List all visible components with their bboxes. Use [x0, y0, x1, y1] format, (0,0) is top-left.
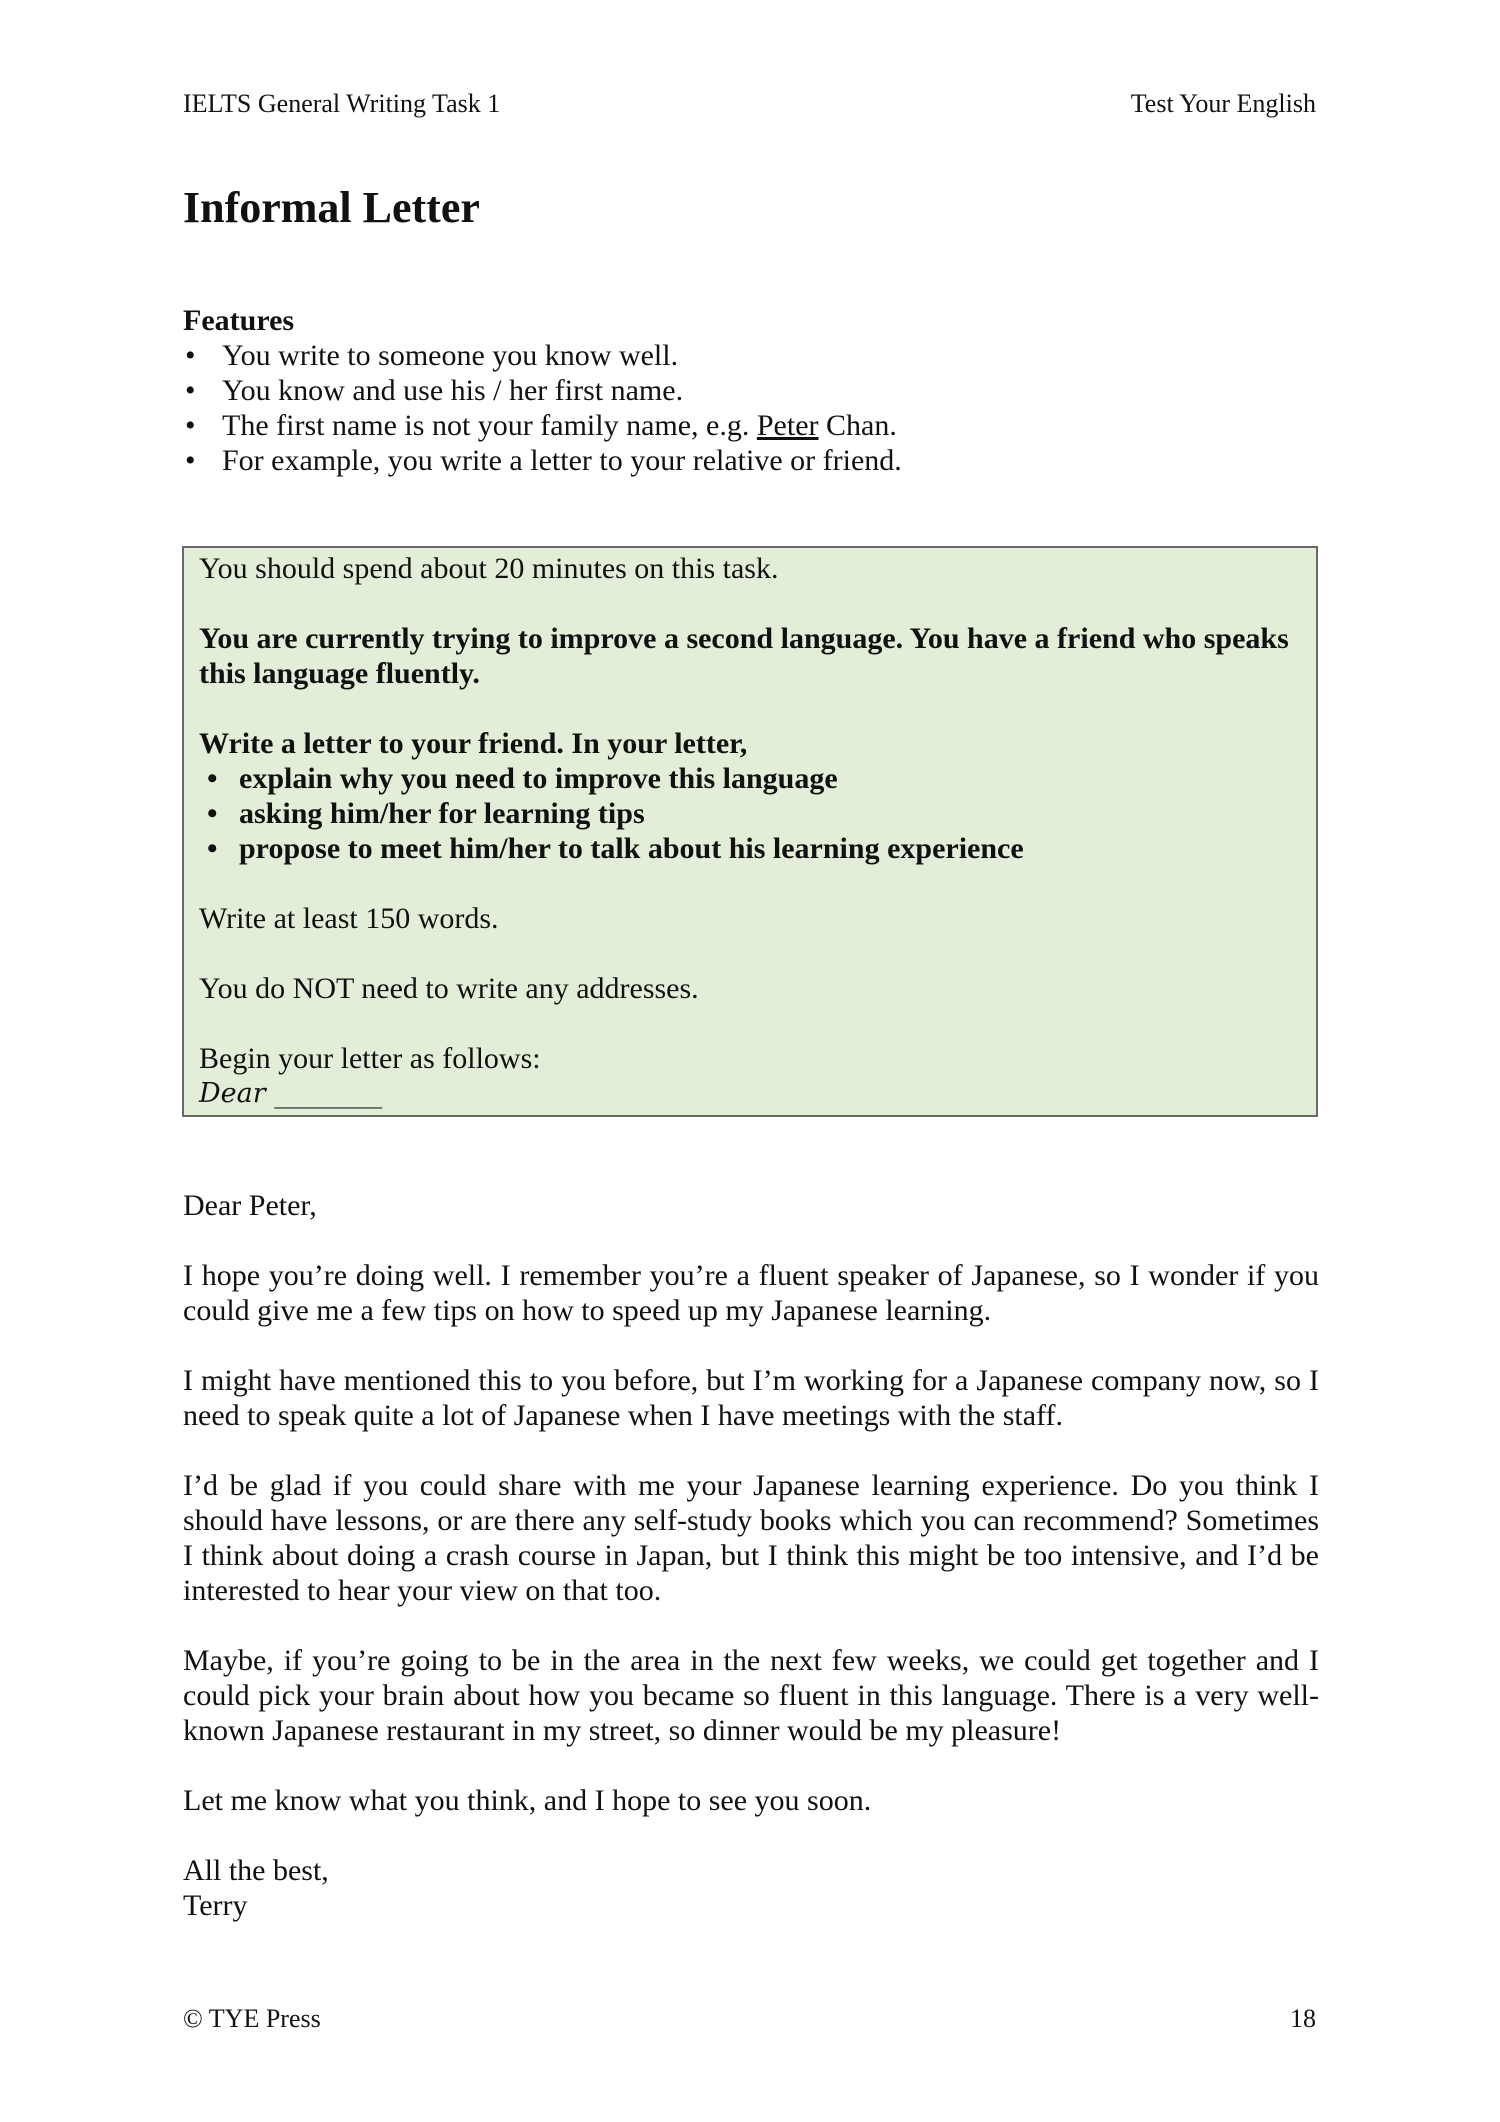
- page-number: 18: [1290, 2004, 1316, 2033]
- bullet-icon: •: [185, 409, 196, 442]
- features-heading: Features: [183, 304, 295, 337]
- running-header-right: Test Your English: [1130, 89, 1316, 118]
- letter-closing: All the best,: [183, 1854, 329, 1887]
- features-item-text: You know and use his / her first name.: [222, 374, 684, 407]
- bullet-icon: •: [207, 832, 218, 865]
- features-section: [183, 303, 1319, 478]
- bullet-icon: •: [207, 762, 218, 795]
- task-prompt-box: [182, 546, 1318, 1117]
- features-item-text: You write to someone you know well.: [222, 339, 679, 372]
- task-point-text: explain why you need to improve this language: [239, 762, 838, 795]
- task-points-list: [199, 761, 1304, 866]
- example-first-name: Peter: [756, 409, 819, 442]
- bullet-icon: •: [185, 374, 196, 407]
- task-point: [199, 761, 1304, 796]
- letter-paragraph: Maybe, if you’re going to be in the area in the next few weeks, we could get together and I could pick your brain about how you became so fluent in this language. There is a very well-known Japanese restaurant in my street, so dinner would be my pleasure!: [183, 1644, 1319, 1747]
- letter-signature: Terry: [183, 1889, 248, 1922]
- footer-copyright: © TYE Press: [183, 2004, 321, 2033]
- features-item: [183, 338, 1319, 373]
- task-begin-note: Begin your letter as follows:: [199, 1042, 541, 1075]
- task-situation: You are currently trying to improve a second language. You have a friend who speaks this language fluently.: [199, 622, 1289, 690]
- features-item-text: For example, you write a letter to your relative or friend.: [222, 444, 902, 477]
- letter-salutation: Dear Peter,: [183, 1189, 317, 1222]
- letter-paragraph: Let me know what you think, and I hope to see you soon.: [183, 1784, 872, 1817]
- task-salutation-template: Dear ________: [199, 1078, 383, 1109]
- features-item-text-before: The first name is not your family name, e.g.: [222, 409, 757, 442]
- task-address-note: You do NOT need to write any addresses.: [199, 972, 699, 1005]
- task-point: [199, 796, 1304, 831]
- task-point-text: asking him/her for learning tips: [239, 797, 645, 830]
- sample-letter: [183, 1188, 1319, 1923]
- bullet-icon: •: [185, 339, 196, 372]
- bullet-icon: •: [185, 444, 196, 477]
- features-item: [183, 443, 1319, 478]
- task-time-note: You should spend about 20 minutes on this task.: [199, 552, 779, 585]
- running-header-left: IELTS General Writing Task 1: [183, 89, 501, 118]
- features-item-text-after: Chan.: [818, 409, 897, 442]
- letter-paragraph: I’d be glad if you could share with me your Japanese learning experience. Do you think I should have lessons, or are there any self-study books which you can recommend? Sometimes I think about doing a crash course in Japan, but I think this might be too intensive, and I’d be interested to hear your view on that too.: [183, 1469, 1319, 1607]
- task-point-text: propose to meet him/her to talk about his learning experience: [239, 832, 1024, 865]
- page-title: Informal Letter: [183, 183, 480, 232]
- features-item: [183, 408, 1319, 443]
- letter-paragraph: I hope you’re doing well. I remember you’re a fluent speaker of Japanese, so I wonder if you could give me a few tips on how to speed up my Japanese learning.: [183, 1259, 1319, 1327]
- task-instruction: Write a letter to your friend. In your letter,: [199, 727, 748, 760]
- features-item: [183, 373, 1319, 408]
- task-point: [199, 831, 1304, 866]
- features-list: [183, 338, 1319, 478]
- task-word-count: Write at least 150 words.: [199, 902, 499, 935]
- letter-paragraph: I might have mentioned this to you before, but I’m working for a Japanese company now, so I need to speak quite a lot of Japanese when I have meetings with the staff.: [183, 1364, 1319, 1432]
- bullet-icon: •: [207, 797, 218, 830]
